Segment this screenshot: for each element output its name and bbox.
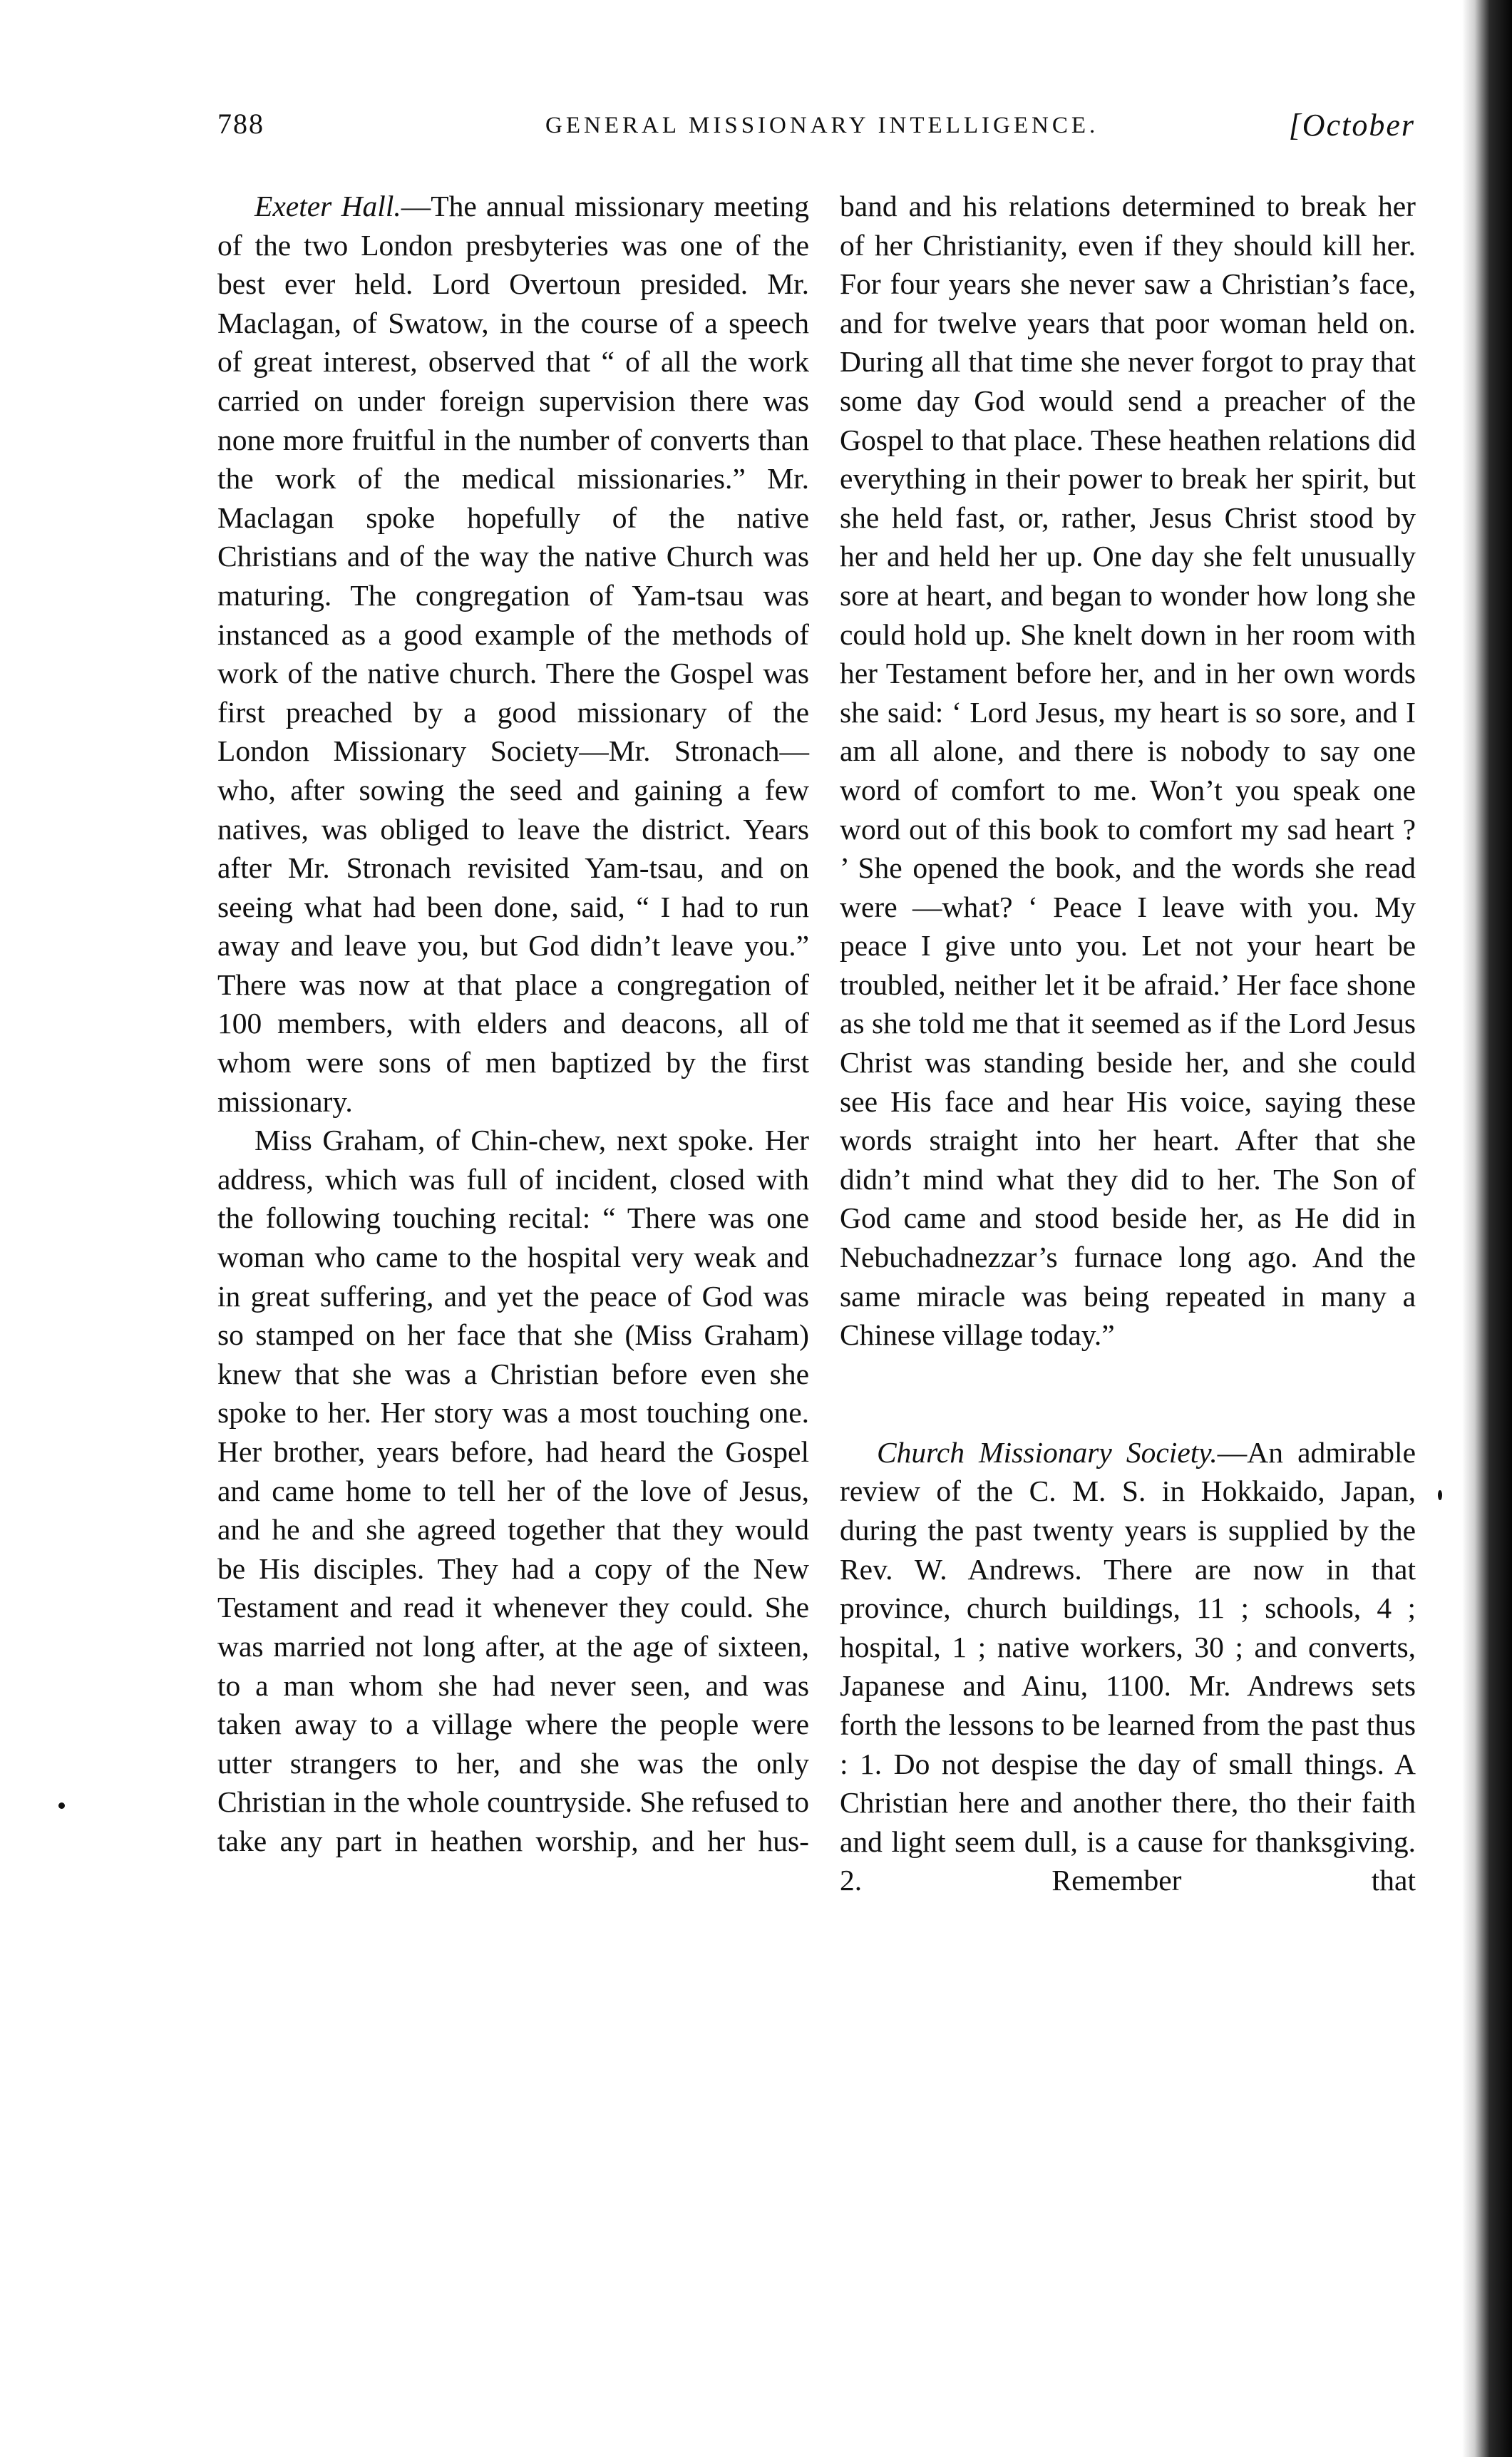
church-missionary-society-paragraph [840, 1433, 1416, 1939]
paragraph-text: Miss Graham, of Chin-chew, next spoke. Her address, which was full of incident, closed with the following touching recital: “ There was one woman who came to the hospital very weak and in great suffering, and yet the peace of God was so stamped on her face that she (Miss Graham) knew that she was a Christian before even she spoke to her. Her story was a most touching one. Her brother, years before, had heard the Gospel and came home to tell her of the love of Jesus, and he and she agreed together that they would be His disciples. They had a copy of the New Testament and read it whenever they could. She was married not long after, at the age of sixteen, to a man whom she had never seen, and was taken away to a village where the people were utter strangers to her, and she was the only Christian in the whole countryside. She refused to take any part in heathen worship, and her hus- [217, 1124, 809, 1857]
page-header [217, 107, 1415, 157]
page-number: 788 [217, 108, 264, 140]
miss-graham-paragraph [217, 1121, 809, 1899]
exeter-hall-paragraph [217, 187, 809, 1121]
binding-shadow [1462, 0, 1512, 2457]
ink-speck [1438, 1490, 1442, 1500]
section-lead-exeter-hall: Exeter Hall. [254, 190, 401, 222]
left-column [217, 187, 809, 1899]
right-column [840, 187, 1416, 1939]
section-lead-cms: Church Missionary Society. [877, 1435, 1218, 1469]
paragraph-text: —An admirable review of the C. M. S. in Hokkaido, Japan, during the past twenty years is supplied by the Rev. W. Andrews. There are now in that province, church buildings, 11 ; schools, 4 ; hospital, 1 ; native workers, 30 ; and converts, Japanese and Ainu, 1100. Mr. Andrews sets forth the lessons to be learned from the past thus : 1. Do not despise the day of small things. A Christian here and another there, tho their faith and light seem dull, is a cause for thanksgiving. 2. Remember that [840, 1435, 1416, 1897]
paragraph-text: —The annual missionary meeting of the two London presbyteries was one of the best ever held. Lord Overtoun presided. Mr. Maclagan, of Swatow, in the course of a speech of great interest, observed that “ of all the work carried on under foreign supervision there was none more fruitful in the number of converts than the work of the medical missionaries.” Mr. Maclagan spoke hopefully of the native Christians and of the way the native Church was maturing. The congregation of Yam-tsau was instanced as a good example of the methods of work of the native church. There the Gospel was first preached by a good missionary of the London Missionary Society—Mr. Stronach—who, after sowing the seed and gaining a few natives, was obliged to leave the district. Years after Mr. Stronach revisited Yam-tsau, and on seeing what had been done, said, “ I had to run away and leave you, but God didn’t leave you.” There was now at that place a congregation of 100 members, with elders and deacons, all of whom were sons of men baptized by the first missionary. [217, 190, 809, 1118]
issue-month: [October [1288, 108, 1415, 143]
running-head: GENERAL MISSIONARY INTELLIGENCE. [545, 113, 1099, 138]
ink-speck [58, 1802, 65, 1809]
continued-paragraph [840, 187, 1416, 1355]
paragraph-text: band and his relations determined to break her of her Christianity, even if they should kill her. For four years she never saw a Christian’s face, and for twelve years that poor woman held on. During all that time she never forgot to pray that some day God would send a preacher of the Gospel to that place. These heathen relations did everything in their power to break her spirit, but she held fast, or, rather, Jesus Christ stood by her and held her up. One day she felt unusually sore at heart, and began to wonder how long she could hold up. She knelt down in her room with her Testament before her, and in her own words she said: ‘ Lord Jesus, my heart is so sore, and I am all alone, and there is nobody to say one word of comfort to me. Won’t you speak one word out of this book to comfort my sad heart ? ’ She opened the book, and the words she read were —what? ‘ Peace I leave with you. My peace I give unto you. Let not your heart be troubled, neither let it be afraid.’ Her face shone as she told me that it seemed as if the Lord Jesus Christ was standing beside her, and she could see His face and hear His voice, saying these words straight into her heart. After that she didn’t mind what they did to her. The Son of God came and stood beside her, as He did in Nebuchadnezzar’s furnace long ago. And the same miracle was being repeated in many a Chinese village today.” [840, 190, 1416, 1352]
